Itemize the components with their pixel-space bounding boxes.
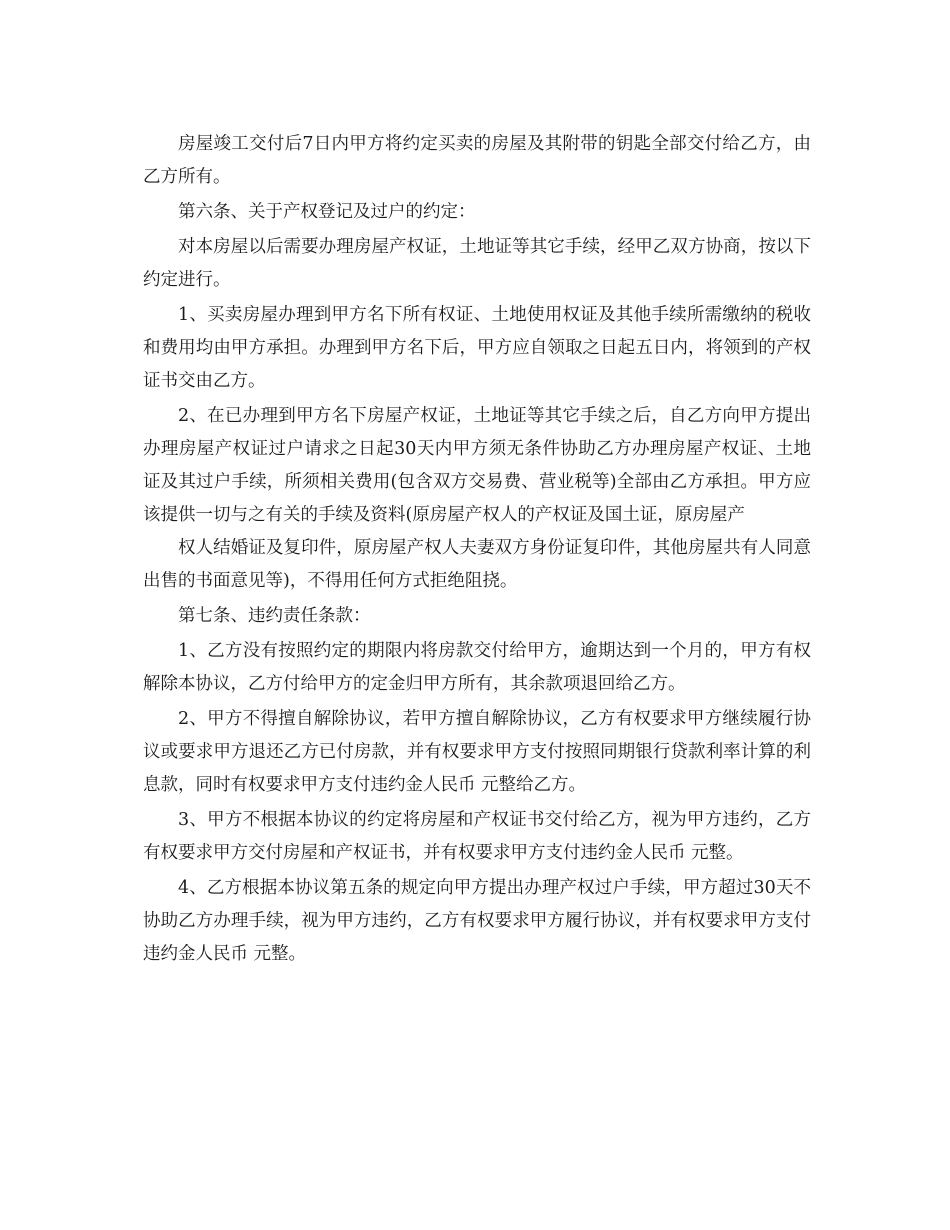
paragraph-article-6-item-2: 2、在已办理到甲方名下房屋产权证，土地证等其它手续之后，自乙方向甲方提出办理房屋产权证过户请求之日起30天内甲方须无条件协助乙方办理房屋产权证、土地证及其过户手续，所须相关费用(包含双方交易费、营业税等)全部由乙方承担。甲方应该提供一切与之有关的手续及资料(原房屋产权人的产权证及国土证，原房屋产 [143,406,811,525]
paragraph-article-7-item-3: 3、甲方不根据本协议的约定将房屋和产权证书交付给乙方，视为甲方违约，乙方有权要求甲方交付房屋和产权证书，并有权要求甲方支付违约金人民币 元整。 [143,810,811,863]
document-body [143,128,811,973]
paragraph-article-7-item-2: 2、甲方不得擅自解除协议，若甲方擅自解除协议，乙方有权要求甲方继续履行协议或要求甲方退还乙方已付房款，并有权要求甲方支付按照同期银行贷款利率计算的利息款，同时有权要求甲方支付违约金人民币 元整给乙方。 [143,709,811,795]
heading-article-7: 第七条、违约责任条款： [178,606,371,626]
heading-article-6: 第六条、关于产权登记及过户的约定： [178,202,476,222]
paragraph-article-7-item-1: 1、乙方没有按照约定的期限内将房款交付给甲方，逾期达到一个月的，甲方有权解除本协议，乙方付给甲方的定金归甲方所有，其余款项退回给乙方。 [143,641,811,694]
paragraph-article-6-intro: 对本房屋以后需要办理房屋产权证，土地证等其它手续，经甲乙双方协商，按以下约定进行。 [143,237,811,290]
paragraph-article-7-item-4: 4、乙方根据本协议第五条的规定向甲方提出办理产权过户手续，甲方超过30天不协助乙方办理手续，视为甲方违约，乙方有权要求甲方履行协议，并有权要求甲方支付违约金人民币 元整。 [143,878,811,964]
paragraph-article-6-item-2-cont: 权人结婚证及复印件，原房屋产权人夫妻双方身份证复印件，其他房屋共有人同意出售的书面意见等)，不得用任何方式拒绝阻挠。 [143,538,811,591]
paragraph-article-6-item-1: 1、买卖房屋办理到甲方名下所有权证、土地使用权证及其他手续所需缴纳的税收和费用均由甲方承担。办理到甲方名下后，甲方应自领取之日起五日内，将领到的产权证书交由乙方。 [143,305,811,391]
paragraph-delivery-keys: 房屋竣工交付后7日内甲方将约定买卖的房屋及其附带的钥匙全部交付给乙方，由乙方所有。 [143,134,811,187]
